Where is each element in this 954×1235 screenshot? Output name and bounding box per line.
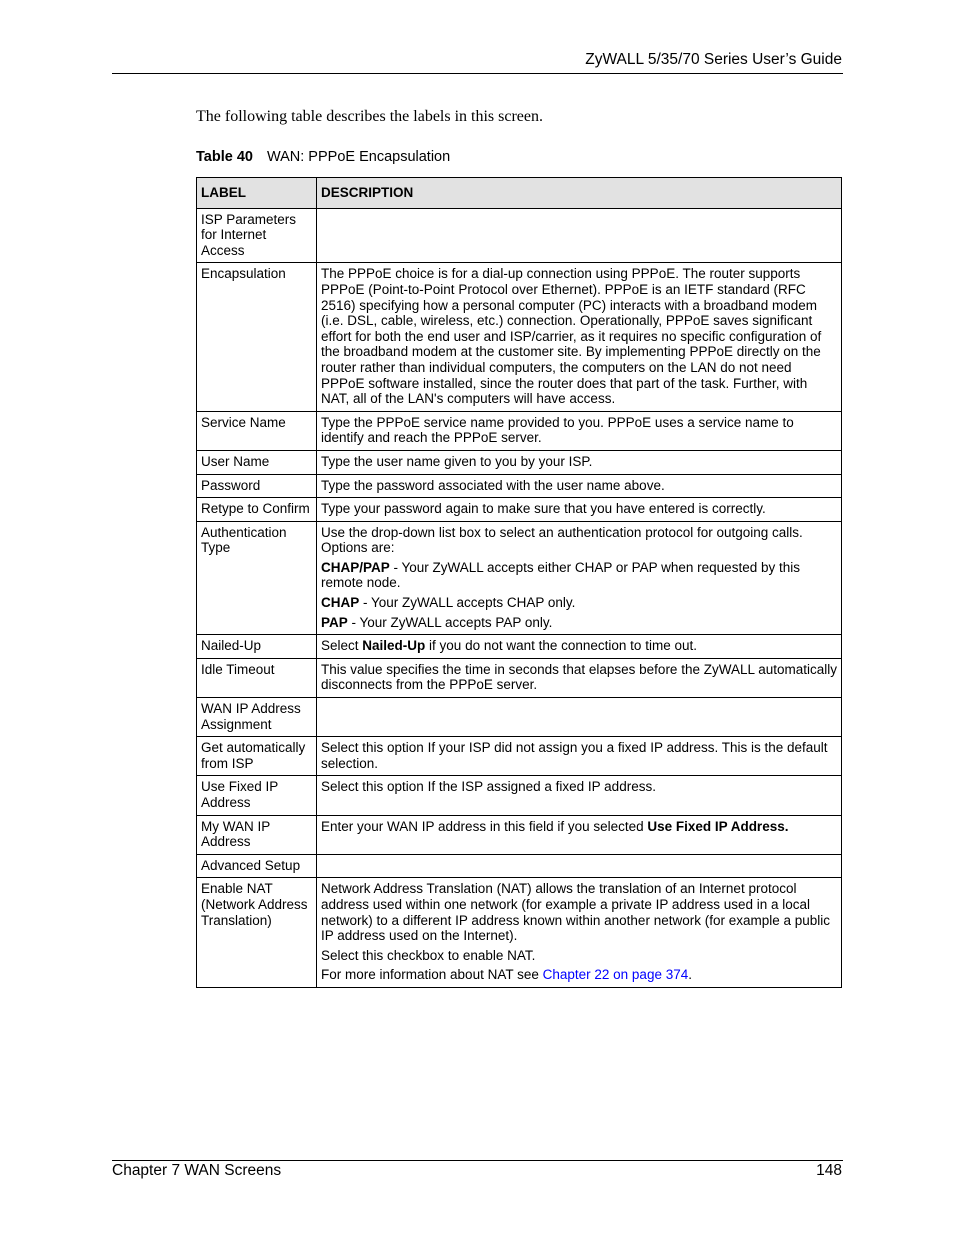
table-row [197, 737, 842, 776]
description-paragraph [321, 819, 837, 835]
table-caption-number: Table 40 [196, 149, 253, 165]
emphasized-term: CHAP [321, 595, 360, 611]
cross-reference-link[interactable]: Chapter 22 on page 374 [542, 967, 689, 983]
row-description [317, 450, 842, 474]
description-text: - Your ZyWALL accepts PAP only. [347, 614, 553, 630]
row-description [317, 854, 842, 878]
row-label: Nailed-Up [197, 635, 317, 659]
table-header-row [197, 178, 842, 209]
row-description [317, 263, 842, 411]
description-text: Select this checkbox to enable NAT. [321, 947, 536, 963]
description-paragraph [321, 948, 837, 964]
row-label: Idle Timeout [197, 658, 317, 697]
header-rule [112, 73, 843, 74]
emphasized-term: PAP [321, 614, 348, 630]
row-description [317, 208, 842, 263]
row-label: Password [197, 474, 317, 498]
description-text: Type the password associated with the user name above. [321, 477, 665, 493]
table-row [197, 776, 842, 815]
table-row [197, 815, 842, 854]
row-description [317, 698, 842, 737]
table-caption [196, 149, 450, 165]
page-number: 148 [816, 1162, 842, 1179]
running-header-title: ZyWALL 5/35/70 Series User’s Guide [585, 51, 842, 68]
emphasized-term: Nailed-Up [362, 638, 426, 654]
row-description [317, 474, 842, 498]
description-text: Type the PPPoE service name provided to you. PPPoE uses a service name to identify and reach the PPPoE server. [321, 414, 794, 446]
description-paragraph [321, 266, 837, 406]
description-paragraph [321, 779, 837, 795]
table-caption-title: WAN: PPPoE Encapsulation [266, 149, 451, 165]
row-description [317, 737, 842, 776]
description-text: - Your ZyWALL accepts CHAP only. [359, 595, 576, 611]
description-text: . [688, 967, 692, 983]
row-label: Advanced Setup [197, 854, 317, 878]
description-paragraph [321, 415, 837, 446]
description-paragraph [321, 740, 837, 771]
description-paragraph [321, 615, 837, 631]
row-description [317, 411, 842, 450]
table-row [197, 658, 842, 697]
row-label: WAN IP Address Assignment [197, 698, 317, 737]
row-label: My WAN IP Address [197, 815, 317, 854]
row-label: Use Fixed IP Address [197, 776, 317, 815]
table-row [197, 263, 842, 411]
description-paragraph [321, 478, 837, 494]
description-text: Select [321, 638, 363, 654]
description-text: Select this option If your ISP did not assign you a fixed IP address. This is the default selection. [321, 740, 828, 771]
row-label: Service Name [197, 411, 317, 450]
description-paragraph [321, 881, 837, 943]
table-row [197, 698, 842, 737]
description-paragraph [321, 454, 837, 470]
row-description [317, 878, 842, 988]
description-text: Enter your WAN IP address in this field if you selected [321, 818, 648, 834]
description-paragraph [321, 560, 837, 591]
row-label: User Name [197, 450, 317, 474]
description-paragraph [321, 967, 837, 983]
row-description [317, 815, 842, 854]
description-text: Use the drop-down list box to select an authentication protocol for outgoing calls. Options are: [321, 524, 803, 556]
row-label: Authentication Type [197, 521, 317, 635]
row-label: Enable NAT (Network Address Translation) [197, 878, 317, 988]
label-description-table [196, 177, 842, 988]
row-label: ISP Parameters for Internet Access [197, 208, 317, 263]
row-description [317, 635, 842, 659]
table-row [197, 635, 842, 659]
description-text: Select this option If the ISP assigned a fixed IP address. [321, 779, 656, 795]
description-text: Network Address Translation (NAT) allows the translation of an Internet protocol address used within one network (for example a private IP address used in a local network) to a different IP address known within another network (for example a public IP address used on the Internet). [321, 881, 831, 944]
footer-rule [112, 1160, 843, 1161]
description-text: - Your ZyWALL accepts either CHAP or PAP when requested by this remote node. [321, 559, 800, 591]
table-row [197, 498, 842, 522]
description-paragraph [321, 501, 837, 517]
description-text: Type your password again to make sure that you have entered is correctly. [321, 501, 766, 517]
row-description [317, 521, 842, 635]
table-row [197, 521, 842, 635]
table-row [197, 450, 842, 474]
description-text: This value specifies the time in seconds that elapses before the ZyWALL automatically disconnects from the PPPoE server. [321, 661, 838, 693]
row-description [317, 776, 842, 815]
description-paragraph [321, 595, 837, 611]
label-column-header: LABEL [197, 178, 317, 209]
table-row [197, 208, 842, 263]
row-label: Get automatically from ISP [197, 737, 317, 776]
row-label: Retype to Confirm [197, 498, 317, 522]
row-description [317, 658, 842, 697]
description-paragraph [321, 525, 837, 556]
row-label: Encapsulation [197, 263, 317, 411]
description-text: The PPPoE choice is for a dial-up connection using PPPoE. The router supports PPPoE (Point-to-Point Protocol over Ethernet). PPPoE is an IETF standard (RFC 2516) specifying how a personal computer (PC) interacts with a broadband modem (i.e. DSL, cable, wireless, etc.) connection. Operationally, PPPoE saves significant effort for both the end user and ISP/carrier, as it requires no specific configuration of the broadband modem at the customer site. By implementing PPPoE directly on the router rather than individual computers, the computers on the LAN do not need PPPoE software installed, since the router does that part of the task. Further, with NAT, all of the LAN's computers will have access. [321, 266, 822, 407]
emphasized-term: CHAP/PAP [321, 559, 390, 575]
table-row [197, 878, 842, 988]
description-column-header: DESCRIPTION [317, 178, 842, 209]
footer-chapter: Chapter 7 WAN Screens [112, 1162, 282, 1179]
emphasized-term: Use Fixed IP Address. [647, 818, 789, 834]
description-text: For more information about NAT see [321, 967, 543, 983]
intro-paragraph: The following table describes the labels in this screen. [196, 108, 544, 125]
description-paragraph [321, 638, 837, 654]
table-row [197, 854, 842, 878]
description-text: if you do not want the connection to time out. [425, 638, 697, 654]
description-text: Type the user name given to you by your ISP. [321, 453, 593, 469]
table-body [197, 208, 842, 987]
row-description [317, 498, 842, 522]
table-row [197, 474, 842, 498]
description-paragraph [321, 662, 837, 693]
table-row [197, 411, 842, 450]
